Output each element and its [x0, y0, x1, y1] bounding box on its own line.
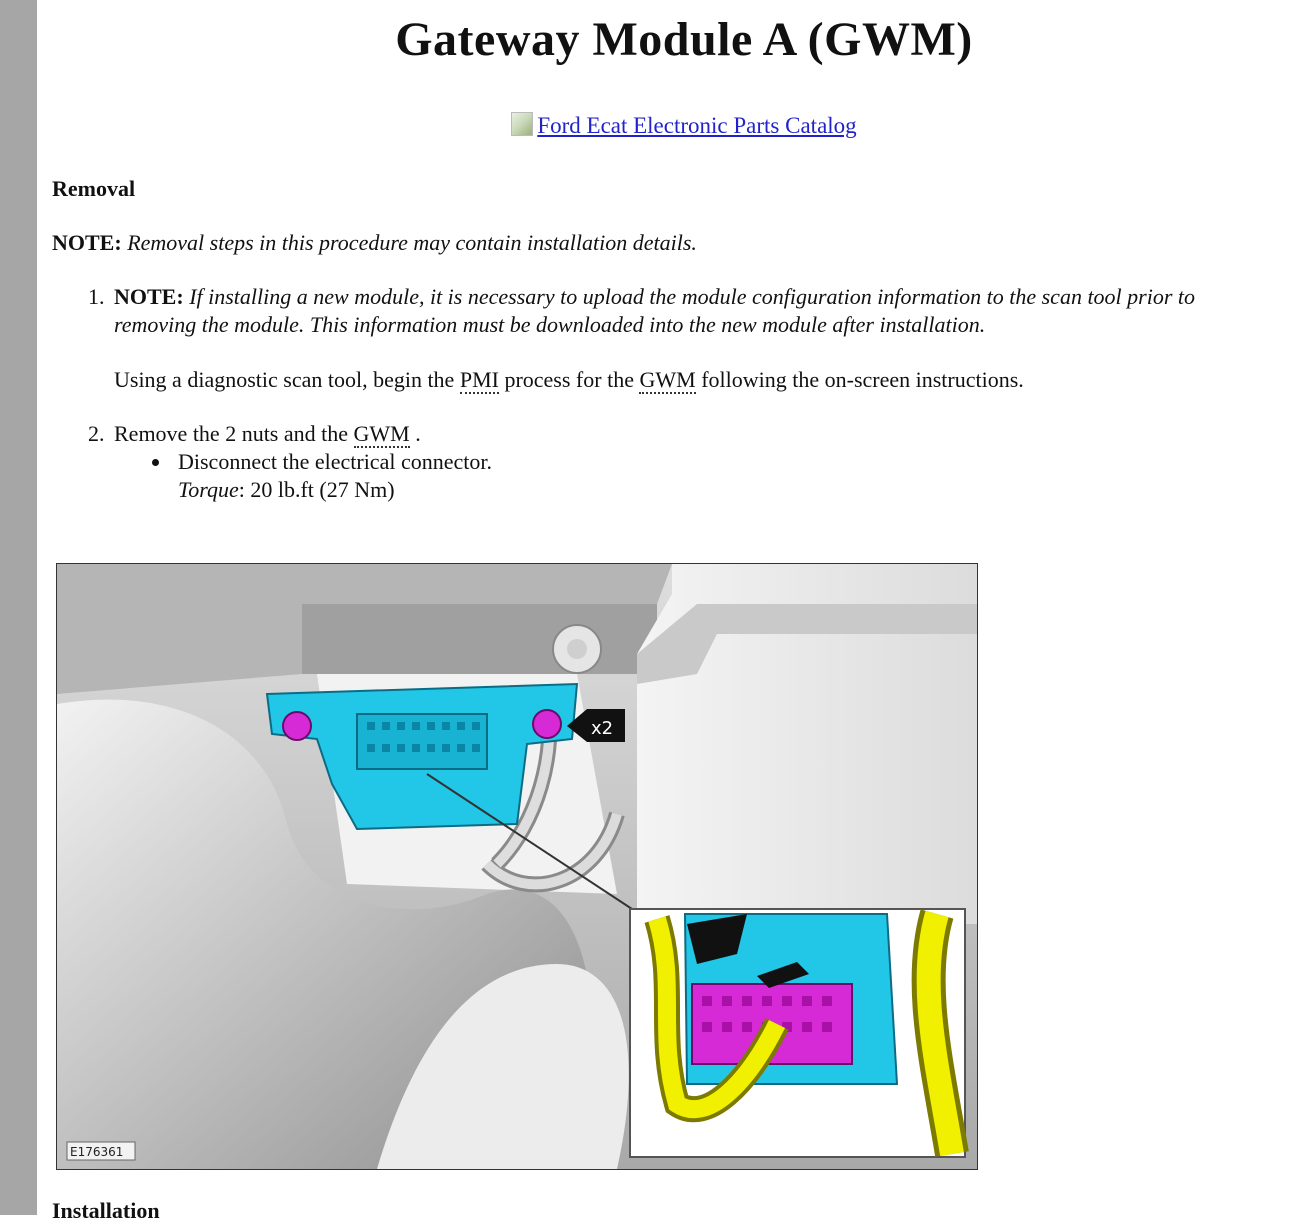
abbr-gwm[interactable]: GWM: [639, 367, 696, 392]
gwm-removal-illustration: [56, 563, 978, 1170]
step-1-instruction: [114, 366, 1278, 394]
note-label: NOTE:: [52, 230, 122, 255]
note-text: Removal steps in this procedure may contain installation details.: [127, 230, 697, 255]
instruction-text: Using a diagnostic scan tool, begin the: [114, 367, 460, 392]
callout-label: x2: [591, 718, 614, 739]
catalog-link-container: [52, 112, 1296, 139]
step-note-label: NOTE:: [114, 284, 184, 309]
bullet-icon: [152, 459, 159, 466]
step-number: 1.: [88, 284, 105, 309]
instruction-text: following the on-screen instructions.: [695, 367, 1024, 392]
torque-label: Torque: [178, 477, 239, 502]
bullet-text: Disconnect the electrical connector.: [178, 449, 492, 474]
abbr-gwm[interactable]: GWM: [353, 421, 410, 446]
step-2-bullet: [114, 448, 1278, 504]
step-1-note: [114, 283, 1278, 339]
catalog-link[interactable]: [511, 113, 856, 138]
left-sidebar: [0, 0, 37, 1215]
instruction-text: process for the: [498, 367, 640, 392]
figure-id: E176361: [70, 1145, 124, 1159]
abbr-pmi[interactable]: PMI: [459, 367, 499, 392]
steps-list: [88, 283, 1278, 504]
step-number: 2.: [88, 421, 105, 446]
installation-heading: Installation: [52, 1198, 160, 1223]
instruction-text: Remove the 2 nuts and the: [114, 421, 354, 446]
step-1: [88, 283, 1278, 394]
removal-note: [52, 230, 697, 256]
step-2: [88, 420, 1278, 504]
illustration-drawing: [57, 564, 977, 1169]
removal-heading: Removal: [52, 176, 136, 201]
broken-image-icon: [511, 112, 533, 136]
page-title: Gateway Module A (GWM): [395, 13, 973, 66]
step-note-text: If installing a new module, it is necessary to upload the module configuration information to the scan tool prior to removing the module. This information must be downloaded into the new module after installation.: [114, 284, 1196, 337]
catalog-link-text: Ford Ecat Electronic Parts Catalog: [537, 113, 857, 138]
torque-spec: [178, 476, 1278, 504]
torque-value: : 20 lb.ft (27 Nm): [238, 477, 395, 502]
step-2-instruction: [114, 420, 1278, 448]
instruction-text: .: [409, 421, 421, 446]
